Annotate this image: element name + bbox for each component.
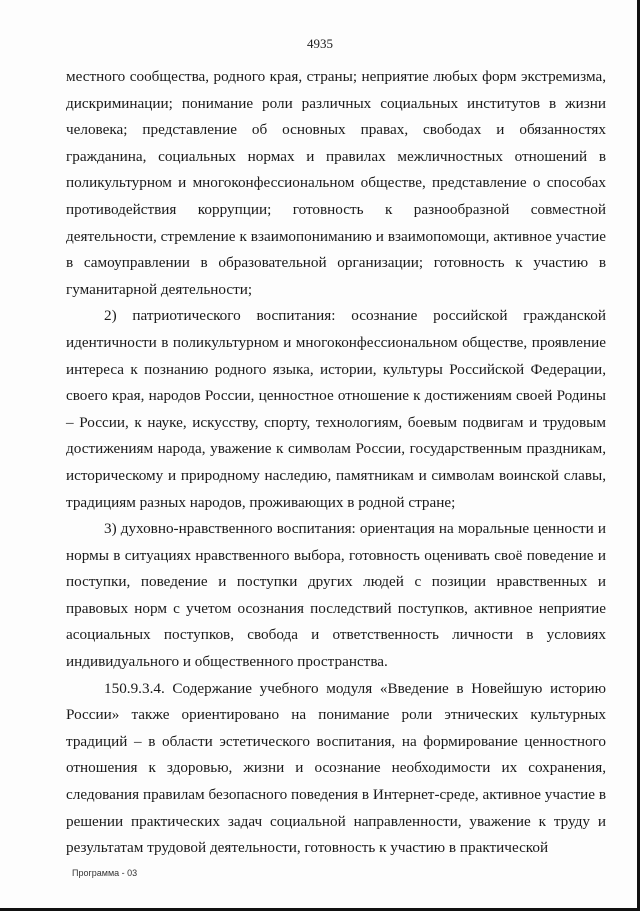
paragraph-section-150-9-3-4: 150.9.3.4. Содержание учебного модуля «Введение в Новейшую историю России» также ориентировано на понимание роли этнических культурных традиций – в области эстетического воспитания, на формирование ценностного отношения к здоровью, жизни и осознание необходимости их сохранения, следования правилам безопасного поведения в Интернет-среде, активное участие в решении практических задач социальной направленности, уважение к труду и результатам трудовой деятельности, готовность к участию в практической — [66, 679, 606, 857]
paragraph-patriotic-education: 2) патриотического воспитания: осознание российской гражданской идентичности в поликультурном и многоконфессиональном обществе, проявление интереса к познанию родного языка, истории, культуры Российской Федерации, своего края, народов России, ценностное отношение к достижениям своей Родины – России, к науке, искусству, спорту, технологиям, боевым подвигам и трудовым достижениям народа, уважение к символам России, государственным праздникам, историческому и природному наследию, памятникам и символам воинской славы, традициям разных народов, проживающих в родной стране; — [66, 307, 606, 511]
document-body — [66, 64, 606, 862]
paragraph-civic-continuation: местного сообщества, родного края, страны; неприятие любых форм экстремизма, дискриминации; понимание роли различных социальных институтов в жизни человека; представление об основных правах, свободах и обязанностях гражданина, социальных нормах и правилах межличностных отношений в поликультурном и многоконфессиональном обществе, представление о способах противодействия коррупции; готовность к разнообразной совместной деятельности, стремление к взаимопониманию и взаимопомощи, активное участие в самоуправлении в образовательной организации; готовность к участию в гуманитарной деятельности; — [66, 68, 606, 298]
footer-program-label: Программа - 03 — [72, 868, 138, 878]
page-number: 4935 — [307, 36, 333, 51]
paragraph-spiritual-moral-education: 3) духовно-нравственного воспитания: ориентация на моральные ценности и нормы в ситуациях нравственного выбора, готовность оценивать своё поведение и поступки, поведение и поступки других людей с позиции нравственных и правовых норм с учетом осознания последствий поступков, активное неприятие асоциальных поступков, свобода и ответственность личности в условиях индивидуального и общественного пространства. — [66, 520, 606, 671]
